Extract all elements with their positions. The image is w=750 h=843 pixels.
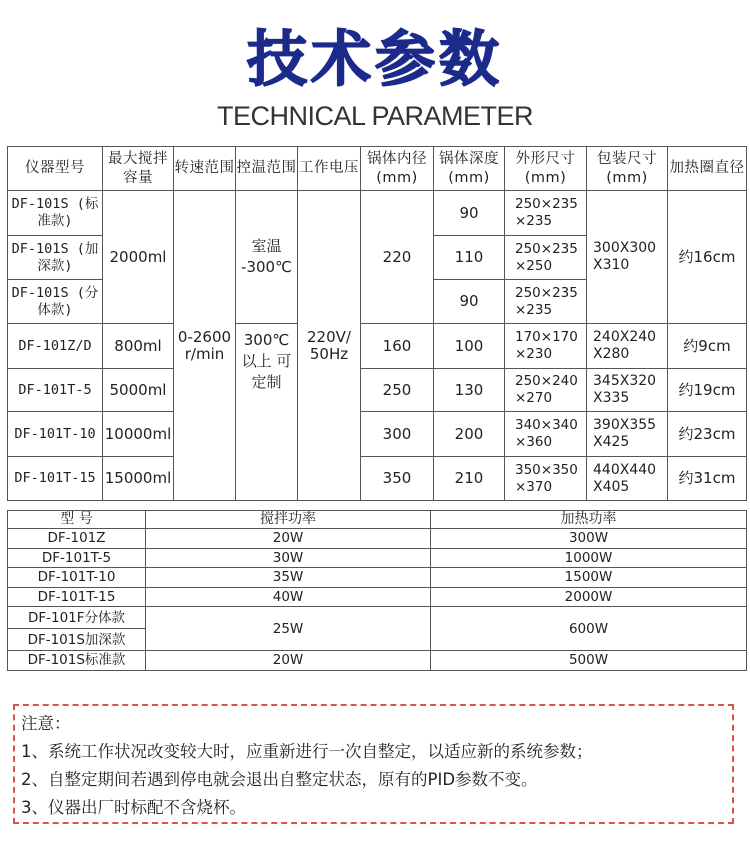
- outer-size-cell: 250×235 ×235: [505, 280, 587, 324]
- power-model-cell: DF-101Z: [8, 529, 146, 549]
- depth-cell: 200: [434, 412, 505, 457]
- coil-cell: 约16cm: [668, 191, 747, 324]
- table-row: [8, 529, 747, 549]
- table-row: [8, 587, 747, 607]
- model-cell: DF-101T-10: [8, 412, 103, 457]
- depth-cell: 210: [434, 457, 505, 501]
- notes-heading: 注意：: [21, 714, 71, 733]
- heat-power-cell: 1500W: [431, 568, 747, 588]
- power-header-stir: 搅拌功率: [146, 511, 431, 529]
- temp-range-cell: 室温 -300℃: [236, 191, 298, 324]
- table-row: [8, 568, 747, 588]
- coil-cell: 约23cm: [668, 412, 747, 457]
- spec-table: [7, 146, 747, 501]
- header-capacity: 最大搅拌容量: [103, 147, 174, 191]
- power-model-cell: DF-101T-5: [8, 548, 146, 568]
- package-size-cell: 440X440 X405: [587, 457, 668, 501]
- stir-power-cell: 25W: [146, 607, 431, 651]
- table-row: [8, 607, 747, 629]
- speed-range-cell: 0-2600 r/min: [174, 191, 236, 501]
- model-cell: DF-101T-15: [8, 457, 103, 501]
- page-subtitle: TECHNICAL PARAMETER: [216, 101, 534, 131]
- heat-power-cell: 500W: [431, 651, 747, 671]
- inner-diameter-cell: 350: [361, 457, 434, 501]
- header-depth: 锅体深度(mm): [434, 147, 505, 191]
- stir-power-cell: 40W: [146, 587, 431, 607]
- inner-diameter-cell: 300: [361, 412, 434, 457]
- outer-size-cell: 170×170 ×230: [505, 324, 587, 369]
- temp-custom-cell: 300℃ 以上 可定制: [236, 324, 298, 501]
- stir-power-cell: 30W: [146, 548, 431, 568]
- header-inner-diameter: 锅体内径(mm): [361, 147, 434, 191]
- header-outer-size: 外形尺寸(mm): [505, 147, 587, 191]
- package-size-cell: 240X240 X280: [587, 324, 668, 369]
- table-row: [8, 191, 747, 236]
- capacity-cell: 5000ml: [103, 369, 174, 412]
- heat-power-cell: 2000W: [431, 587, 747, 607]
- capacity-cell: 800ml: [103, 324, 174, 369]
- package-size-cell: 390X355 X425: [587, 412, 668, 457]
- table-row: [8, 548, 747, 568]
- notes-box: [13, 704, 734, 824]
- model-cell: DF-101S (标准款): [8, 191, 103, 236]
- power-header-heat: 加热功率: [431, 511, 747, 529]
- model-cell: DF-101S (加深款): [8, 236, 103, 280]
- depth-cell: 90: [434, 280, 505, 324]
- note-item: 2、自整定期间若遇到停电就会退出自整定状态，原有的PID参数不变。: [21, 770, 538, 789]
- stir-power-cell: 35W: [146, 568, 431, 588]
- model-cell: DF-101Z/D: [8, 324, 103, 369]
- header-temp: 控温范围: [236, 147, 298, 191]
- outer-size-cell: 250×235 ×250: [505, 236, 587, 280]
- depth-cell: 130: [434, 369, 505, 412]
- spec-header-row: [8, 147, 747, 191]
- power-header-row: [8, 511, 747, 529]
- heat-power-cell: 300W: [431, 529, 747, 549]
- heat-power-cell: 1000W: [431, 548, 747, 568]
- power-table: [7, 510, 747, 671]
- page-title: 技术参数: [247, 25, 503, 95]
- power-model-cell: DF-101S加深款: [8, 629, 146, 651]
- depth-cell: 100: [434, 324, 505, 369]
- model-cell: DF-101S (分体款): [8, 280, 103, 324]
- package-size-cell: 300X300 X310: [587, 191, 668, 324]
- inner-diameter-cell: 250: [361, 369, 434, 412]
- power-model-cell: DF-101T-15: [8, 587, 146, 607]
- outer-size-cell: 250×235 ×235: [505, 191, 587, 236]
- capacity-cell: 15000ml: [103, 457, 174, 501]
- header-package-size: 包装尺寸(mm): [587, 147, 668, 191]
- package-size-cell: 345X320 X335: [587, 369, 668, 412]
- inner-diameter-cell: 160: [361, 324, 434, 369]
- table-row: [8, 369, 747, 412]
- stir-power-cell: 20W: [146, 651, 431, 671]
- note-item: 1、系统工作状况改变较大时，应重新进行一次自整定，以适应新的系统参数；: [21, 742, 593, 761]
- outer-size-cell: 250×240 ×270: [505, 369, 587, 412]
- table-row: [8, 324, 747, 369]
- header-coil: 加热圈直径: [668, 147, 747, 191]
- coil-cell: 约9cm: [668, 324, 747, 369]
- table-row: [8, 412, 747, 457]
- coil-cell: 约31cm: [668, 457, 747, 501]
- outer-size-cell: 340×340 ×360: [505, 412, 587, 457]
- table-row: [8, 651, 747, 671]
- outer-size-cell: 350×350 ×370: [505, 457, 587, 501]
- coil-cell: 约19cm: [668, 369, 747, 412]
- depth-cell: 110: [434, 236, 505, 280]
- inner-diameter-cell: 220: [361, 191, 434, 324]
- heat-power-cell: 600W: [431, 607, 747, 651]
- power-model-cell: DF-101F分体款: [8, 607, 146, 629]
- power-model-cell: DF-101S标准款: [8, 651, 146, 671]
- note-item: 3、仪器出厂时标配不含烧杯。: [21, 798, 246, 817]
- header-speed: 转速范围: [174, 147, 236, 191]
- stir-power-cell: 20W: [146, 529, 431, 549]
- model-cell: DF-101T-5: [8, 369, 103, 412]
- voltage-cell: 220V/ 50Hz: [298, 191, 361, 501]
- header-model: 仪器型号: [8, 147, 103, 191]
- depth-cell: 90: [434, 191, 505, 236]
- table-row: [8, 457, 747, 501]
- power-model-cell: DF-101T-10: [8, 568, 146, 588]
- power-header-model: 型 号: [8, 511, 146, 529]
- header-voltage: 工作电压: [298, 147, 361, 191]
- capacity-cell: 2000ml: [103, 191, 174, 324]
- capacity-cell: 10000ml: [103, 412, 174, 457]
